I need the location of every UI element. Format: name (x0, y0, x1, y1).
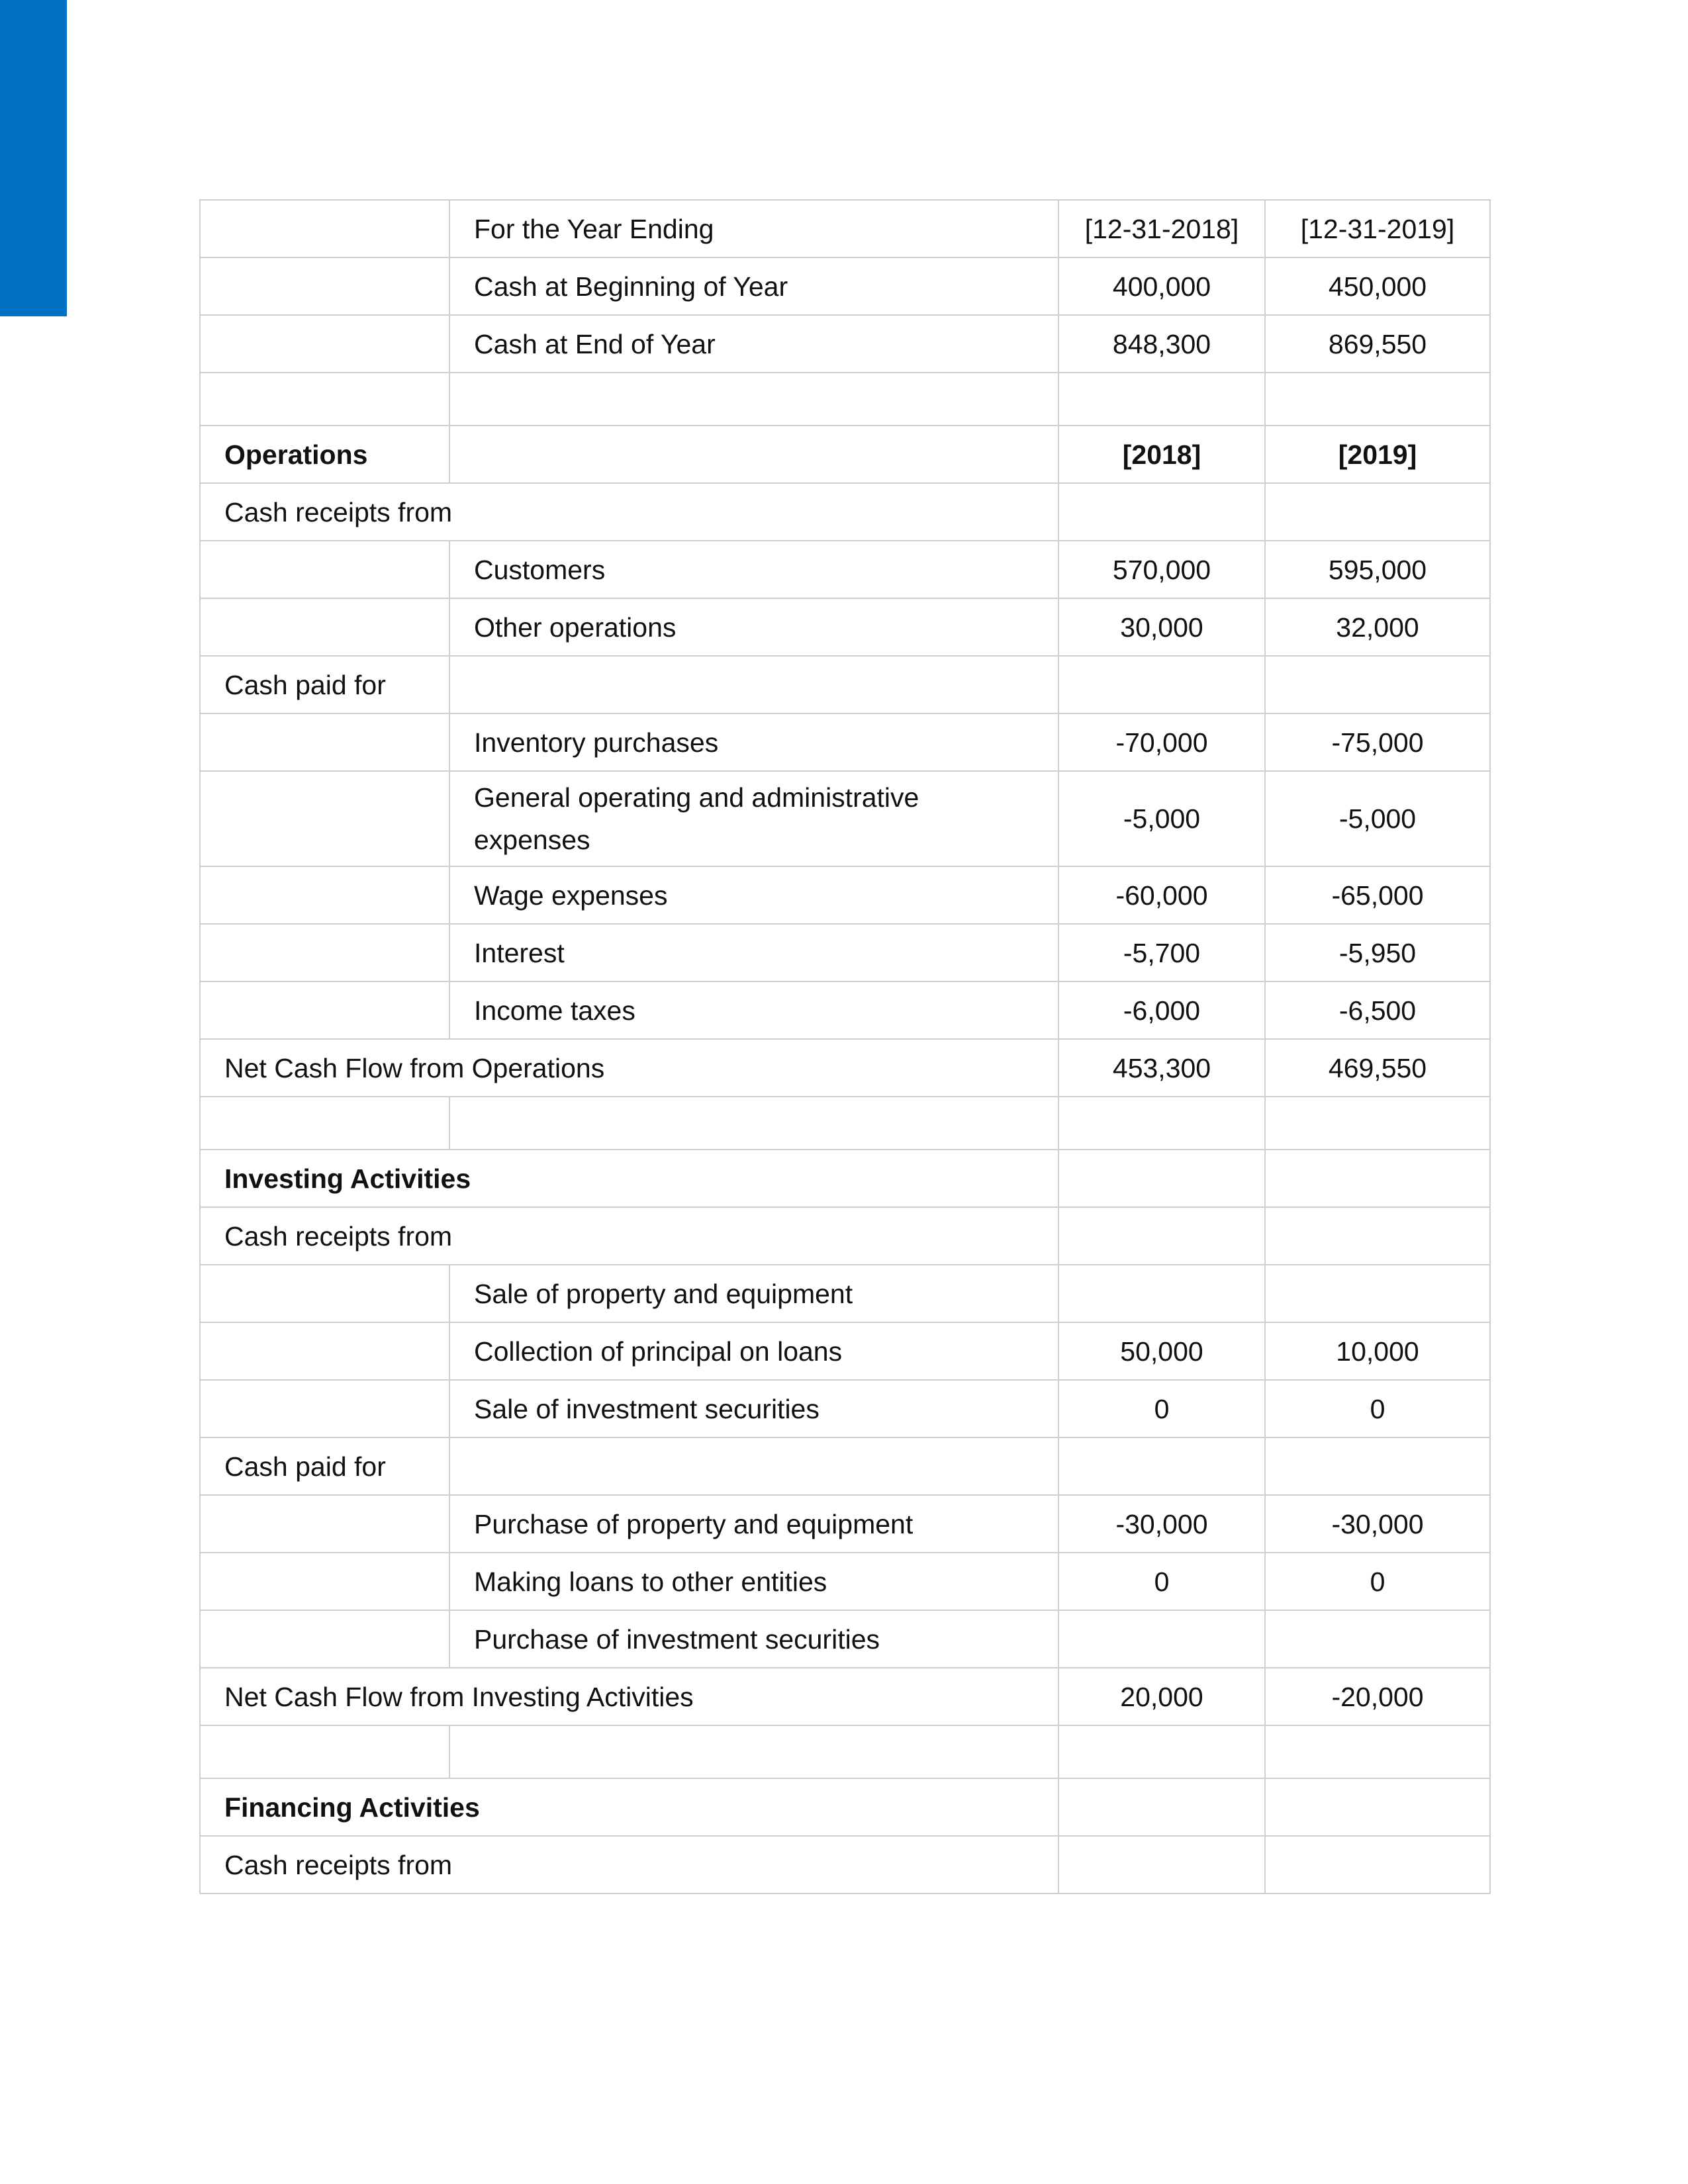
table-row-spacer (200, 1725, 1490, 1778)
empty-cell (200, 315, 449, 373)
row-value-2019: 0 (1265, 1553, 1490, 1610)
empty-cell (1058, 1836, 1265, 1893)
empty-cell (200, 1380, 449, 1437)
financing-section-title: Financing Activities (200, 1778, 1058, 1836)
empty-cell (1265, 1437, 1490, 1495)
table-row (200, 1495, 1490, 1553)
empty-cell (1265, 1836, 1490, 1893)
cash-end-label: Cash at End of Year (449, 315, 1058, 373)
table-row-spacer (200, 373, 1490, 426)
empty-cell (200, 1610, 449, 1668)
empty-cell (1265, 1778, 1490, 1836)
row-value-2019: 0 (1265, 1380, 1490, 1437)
empty-cell (1265, 656, 1490, 713)
table-row-investing-net (200, 1668, 1490, 1725)
row-label: Making loans to other entities (449, 1553, 1058, 1610)
table-row (200, 1610, 1490, 1668)
table-row (200, 598, 1490, 656)
row-label: Collection of principal on loans (449, 1322, 1058, 1380)
empty-cell (200, 981, 449, 1039)
row-value-2018: -70,000 (1058, 713, 1265, 771)
row-label: General operating and administrative expenses (449, 771, 1058, 866)
row-value-2019 (1265, 1610, 1490, 1668)
row-value-2018: 30,000 (1058, 598, 1265, 656)
table-row-operations-header (200, 426, 1490, 483)
empty-cell (200, 1553, 449, 1610)
empty-cell (1058, 656, 1265, 713)
empty-cell (1058, 1207, 1265, 1265)
operations-paid-label: Cash paid for (200, 656, 449, 713)
cash-end-2019: 869,550 (1265, 315, 1490, 373)
empty-cell (1265, 1097, 1490, 1150)
row-value-2018: 0 (1058, 1553, 1265, 1610)
financing-receipts-label: Cash receipts from (200, 1836, 1058, 1893)
empty-cell (1058, 1150, 1265, 1207)
empty-cell (1265, 1207, 1490, 1265)
table-row-investing-paid-label (200, 1437, 1490, 1495)
empty-cell (449, 426, 1058, 483)
row-label: Customers (449, 541, 1058, 598)
empty-cell (200, 541, 449, 598)
row-label: Sale of investment securities (449, 1380, 1058, 1437)
row-value-2018: 0 (1058, 1380, 1265, 1437)
empty-cell (449, 656, 1058, 713)
row-value-2019: -5,950 (1265, 924, 1490, 981)
row-value-2019: -65,000 (1265, 866, 1490, 924)
page-accent-bar (0, 0, 67, 316)
cash-flow-table-container (199, 199, 1489, 1894)
empty-cell (449, 1097, 1058, 1150)
row-value-2018 (1058, 1265, 1265, 1322)
row-value-2019: 32,000 (1265, 598, 1490, 656)
empty-cell (1058, 483, 1265, 541)
row-label: Purchase of investment securities (449, 1610, 1058, 1668)
table-row-cash-end (200, 315, 1490, 373)
empty-cell (200, 866, 449, 924)
operations-year-2018: [2018] (1058, 426, 1265, 483)
row-value-2018 (1058, 1610, 1265, 1668)
empty-cell (200, 1322, 449, 1380)
operations-net-2019: 469,550 (1265, 1039, 1490, 1097)
investing-paid-label: Cash paid for (200, 1437, 449, 1495)
operations-receipts-label: Cash receipts from (200, 483, 1058, 541)
row-value-2018: -5,700 (1058, 924, 1265, 981)
table-row (200, 1553, 1490, 1610)
row-label: Inventory purchases (449, 713, 1058, 771)
table-row-cash-beginning (200, 257, 1490, 315)
operations-net-2018: 453,300 (1058, 1039, 1265, 1097)
empty-cell (1058, 373, 1265, 426)
empty-cell (1265, 483, 1490, 541)
row-value-2018: -5,000 (1058, 771, 1265, 866)
row-value-2019: -75,000 (1265, 713, 1490, 771)
row-label: Sale of property and equipment (449, 1265, 1058, 1322)
empty-cell (200, 200, 449, 257)
row-value-2018: 50,000 (1058, 1322, 1265, 1380)
row-value-2019: 10,000 (1265, 1322, 1490, 1380)
empty-cell (449, 373, 1058, 426)
empty-cell (1265, 1725, 1490, 1778)
row-value-2019 (1265, 1265, 1490, 1322)
table-row (200, 713, 1490, 771)
row-value-2019: -5,000 (1265, 771, 1490, 866)
empty-cell (200, 373, 449, 426)
empty-cell (200, 1495, 449, 1553)
investing-net-2019: -20,000 (1265, 1668, 1490, 1725)
row-label: Interest (449, 924, 1058, 981)
investing-net-label: Net Cash Flow from Investing Activities (200, 1668, 1058, 1725)
table-row-operations-net (200, 1039, 1490, 1097)
table-row (200, 981, 1490, 1039)
empty-cell (200, 1097, 449, 1150)
empty-cell (1058, 1097, 1265, 1150)
empty-cell (200, 257, 449, 315)
empty-cell (449, 1437, 1058, 1495)
empty-cell (1058, 1437, 1265, 1495)
row-value-2019: 595,000 (1265, 541, 1490, 598)
table-row-financing-receipts-label (200, 1836, 1490, 1893)
cash-beginning-label: Cash at Beginning of Year (449, 257, 1058, 315)
table-row (200, 866, 1490, 924)
row-value-2018: -30,000 (1058, 1495, 1265, 1553)
empty-cell (449, 1725, 1058, 1778)
empty-cell (1265, 1150, 1490, 1207)
table-row-investing-receipts-label (200, 1207, 1490, 1265)
year-ending-2018: [12-31-2018] (1058, 200, 1265, 257)
table-row (200, 1322, 1490, 1380)
row-value-2018: -60,000 (1058, 866, 1265, 924)
empty-cell (200, 713, 449, 771)
row-value-2018: -6,000 (1058, 981, 1265, 1039)
cash-end-2018: 848,300 (1058, 315, 1265, 373)
year-ending-label: For the Year Ending (449, 200, 1058, 257)
table-row (200, 1265, 1490, 1322)
row-value-2018: 570,000 (1058, 541, 1265, 598)
operations-year-2019: [2019] (1265, 426, 1490, 483)
table-row (200, 1380, 1490, 1437)
row-value-2019: -30,000 (1265, 1495, 1490, 1553)
empty-cell (1265, 373, 1490, 426)
table-row-spacer (200, 1097, 1490, 1150)
table-row-operations-paid-label (200, 656, 1490, 713)
investing-net-2018: 20,000 (1058, 1668, 1265, 1725)
cash-beginning-2019: 450,000 (1265, 257, 1490, 315)
row-label: Other operations (449, 598, 1058, 656)
table-row-financing-header (200, 1778, 1490, 1836)
operations-section-title: Operations (200, 426, 449, 483)
empty-cell (1058, 1725, 1265, 1778)
investing-receipts-label: Cash receipts from (200, 1207, 1058, 1265)
row-label: Purchase of property and equipment (449, 1495, 1058, 1553)
table-row (200, 771, 1490, 866)
table-row-operations-receipts-label (200, 483, 1490, 541)
table-row (200, 541, 1490, 598)
empty-cell (200, 924, 449, 981)
operations-net-label: Net Cash Flow from Operations (200, 1039, 1058, 1097)
row-label: Income taxes (449, 981, 1058, 1039)
empty-cell (1058, 1778, 1265, 1836)
table-row (200, 924, 1490, 981)
empty-cell (200, 1265, 449, 1322)
table-row-investing-header (200, 1150, 1490, 1207)
empty-cell (200, 598, 449, 656)
empty-cell (200, 771, 449, 866)
row-label: Wage expenses (449, 866, 1058, 924)
cash-beginning-2018: 400,000 (1058, 257, 1265, 315)
table-row-year-ending (200, 200, 1490, 257)
row-value-2019: -6,500 (1265, 981, 1490, 1039)
investing-section-title: Investing Activities (200, 1150, 1058, 1207)
empty-cell (200, 1725, 449, 1778)
year-ending-2019: [12-31-2019] (1265, 200, 1490, 257)
cash-flow-statement-table (199, 199, 1491, 1894)
